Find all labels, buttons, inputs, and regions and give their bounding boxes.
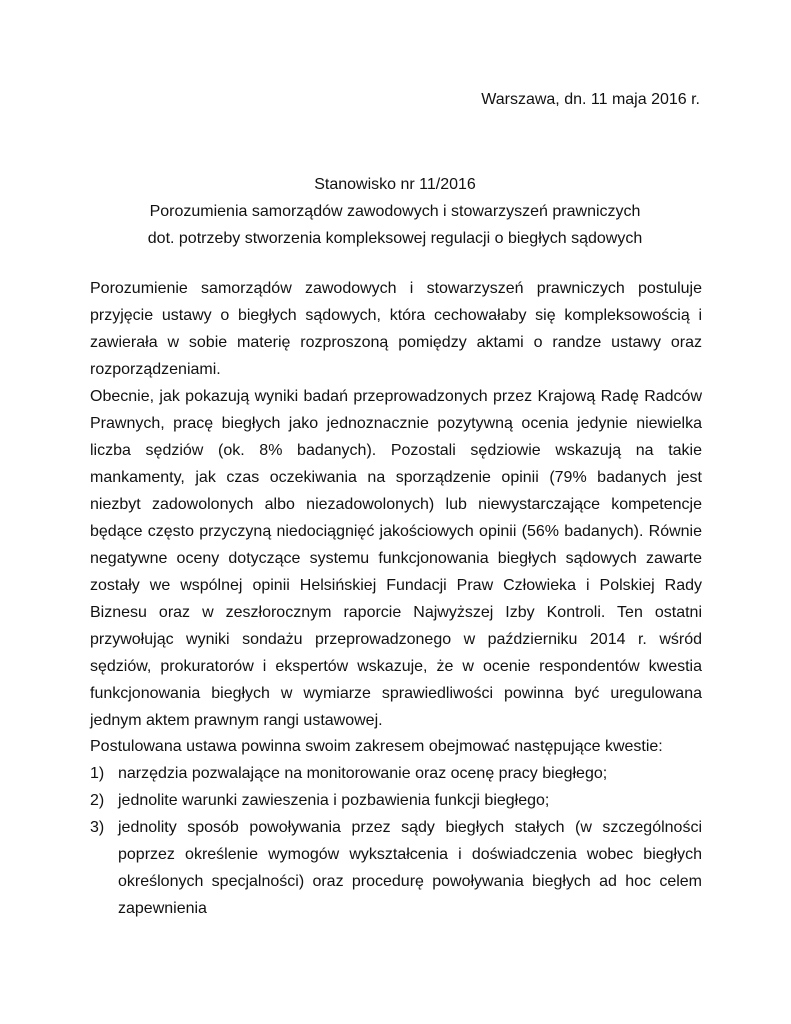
list-item-number: 3)	[90, 819, 105, 836]
heading-line-number: Stanowisko nr 11/2016	[314, 176, 476, 193]
paragraph-research-findings: Obecnie, jak pokazują wyniki badań przeprowadzonych przez Krajową Radę Radców Prawnych, pracę biegłych jako jednoznacznie pozytywną ocenia jedynie niewielka liczba sędziów (ok. 8% badanych). Pozostali sędziowie wskazują na takie mankamenty, jak czas oczekiwania na sporządzenie opinii (79% badanych jest niezbyt zadowolonych albo niezadowolonych) lub niewystarczające kompetencje będące często przyczyną niedociągnięć jakościowych opinii (56% badanych). Równie negatywne oceny dotyczące systemu funkcjonowania biegłych sądowych zawarte zostały we wspólnej opinii Helsińskiej Fundacji Praw Człowieka i Polskiej Rady Biznesu oraz w zeszłorocznym raporcie Najwyższej Izby Kontroli. Ten ostatni przywołując wyniki sondażu przeprowadzonego w październiku 2014 r. wśród sędziów, prokuratorów i ekspertów wskazuje, że w ocenie respondentów kwestia funkcjonowania biegłych w wymiarze sprawiedliwości powinna być uregulowana jednym aktem prawnym rangi ustawowej.	[90, 388, 702, 729]
paragraph-postulate: Porozumienie samorządów zawodowych i stowarzyszeń prawniczych postuluje przyjęcie ustawy o biegłych sądowych, która cechowałaby się kompleksowością i zawierała w sobie materię rozproszoną pomiędzy aktami o randze ustawy oraz rozporządzeniami.	[90, 280, 702, 378]
document-heading	[90, 171, 700, 252]
list-item-text: narzędzia pozwalające na monitorowanie oraz ocenę pracy biegłego;	[118, 765, 608, 782]
heading-line-subject: dot. potrzeby stworzenia kompleksowej regulacji o biegłych sądowych	[147, 230, 643, 247]
heading-line-issuer: Porozumienia samorządów zawodowych i stowarzyszeń prawniczych	[149, 203, 641, 220]
issues-list	[90, 760, 702, 922]
place-date: Warszawa, dn. 11 maja 2016 r.	[481, 91, 700, 108]
list-item	[90, 787, 702, 814]
list-item	[90, 814, 702, 922]
list-item-text: jednolity sposób powoływania przez sądy biegłych stałych (w szczególności poprzez określenie wymogów wykształcenia i doświadczenia wobec biegłych określonych specjalności) oraz procedurę powoływania biegłych ad hoc celem zapewnienia	[118, 819, 702, 917]
list-item-text: jednolite warunki zawieszenia i pozbawienia funkcji biegłego;	[118, 792, 550, 809]
list-item-number: 1)	[90, 765, 105, 782]
list-item	[90, 760, 702, 787]
list-item-number: 2)	[90, 792, 105, 809]
paragraph-list-intro: Postulowana ustawa powinna swoim zakresem obejmować następujące kwestie:	[90, 738, 663, 755]
